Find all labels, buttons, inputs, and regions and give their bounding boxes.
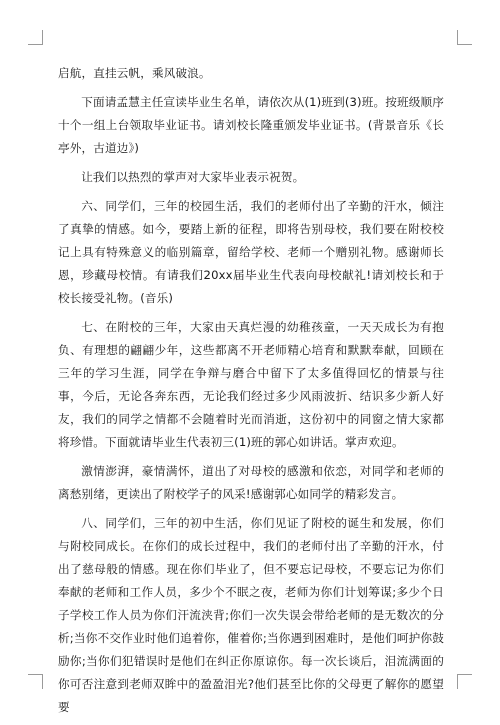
paragraph-7: 八、同学们，三年的初中生活，你们见证了附校的诞生和发展，你们与附校同成长。在你们的成长过程中，我们的老师付出了辛勤的汗水，付出了慈母般的情感。现在你们毕业了，但不要忘记母校，不要忘记为你们奉献的老师和工作人员，多少个不眠之夜，老师为你们计划筹谋;多少个日子学校工作人员为你们汗流浃背;你们一次失误会带给老师的是无数次的分析;当你不交作业时他们追着你，催着你;当你遇到困难时，是他们呵护你鼓励你;当你们犯错误时是他们在纠正你原谅你。每一次长谈后，泪流满面的你可否注意到老师双眸中的盈盈泪光?他们甚至比你的父母更了解你的愿望要 [58, 516, 444, 714]
crop-mark-top-right [457, 30, 472, 45]
document-body [58, 62, 444, 725]
crop-mark-bottom-right [457, 674, 472, 689]
paragraph-2: 下面请孟慧主任宣读毕业生名单，请依次从(1)班到(3)班。按班级顺序十个一组上台领取毕业证书。请刘校长隆重颁发毕业证书。(背景音乐《长亭外，古道边》) [58, 95, 444, 155]
paragraph-6: 激情澎湃，豪情满怀，道出了对母校的感激和依恋，对同学和老师的离愁别绪，更读出了附校学子的风采!感谢郭心如同学的精彩发言。 [58, 464, 444, 501]
paragraph-3: 让我们以热烈的掌声对大家毕业表示祝贺。 [81, 170, 305, 184]
paragraph-5: 七、在附校的三年，大家由天真烂漫的幼稚孩童，一天天成长为有抱负、有理想的翩翩少年，这些都离不开老师精心培育和默默奉献，回顾在三年的学习生涯，同学在争辩与磨合中留下了太多值得回忆的情景与往事，今后，无论各奔东西，无论我们经过多少风雨波折、结识多少新人好友，我们的同学之情都不会随着时光而消逝，这份初中的同窗之情大家都将珍惜。下面就请毕业生代表初三(1)班的郭心如讲话。掌声欢迎。 [58, 320, 444, 449]
crop-mark-bottom-left [28, 674, 43, 689]
crop-mark-top-left [28, 30, 43, 45]
paragraph-1: 启航，直挂云帆，乘风破浪。 [58, 66, 211, 80]
paragraph-4: 六、同学们，三年的校园生活，我们的老师付出了辛勤的汗水，倾注了真挚的情感。如今，要踏上新的征程，即将告别母校，我们要在附校校记上具有特殊意义的临别篇章，留给学校、老师一个赠别礼物。感谢师长恩，珍藏母校情。有请我们20xx届毕业生代表向母校献礼!请刘校长和于校长接受礼物。(音乐) [58, 199, 444, 305]
